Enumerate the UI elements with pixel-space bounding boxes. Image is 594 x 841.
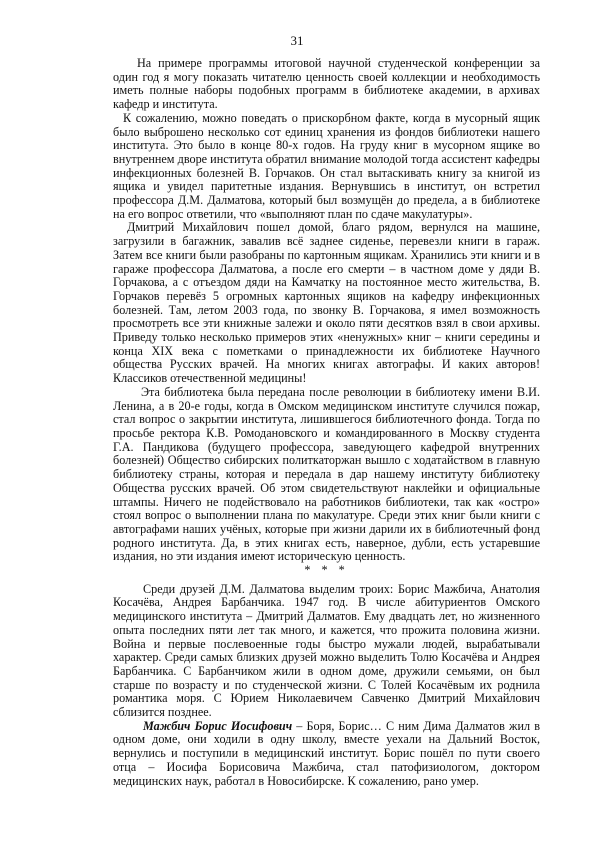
paragraph-library-history: Эта библиотека была передана после революции в библиотеку имени В.И. Ленина, а в 20-е годы, когда в Омском медицинском институте случился пожар, стал вопрос о закрытии института, лишившегося библиотечного фонда. Тогда по просьбе ректора К.В. Ромодановского и командированного в Москву студента Г.А. Пандикова (будущего профессора, заведующего кафедрой внутренних болезней) Общество сибирских политкаторжан вышло с ходатайством в главную библиотеку страны, которая и передала в дар нашему институту библиотеку Общества русских врачей. Об этом свидетельствуют наклейки и официальные штампы. Ничего не подействовало на работников библиотеки, так как «остро» стоял вопрос о выполнении плана по макулатуре. Среди этих книг были книги с автографами наших учёных, которые при жизни дарили их в библиотечный фонд родного института. Да, в этих книгах есть, наверное, дубли, есть устаревшие издания, но эти издания имеют историческую ценность. xyxy=(113,384,540,564)
paragraph-mazhbich xyxy=(113,720,540,789)
page-body xyxy=(113,57,540,788)
paragraph-friends: Среди друзей Д.М. Далматова выделим троих: Борис Мажбича, Анатолия Косачёва, Андрея Барбанчика. 1947 год. В числе абитуриентов Омского медицинского института – Дмитрий Далматов. Ему двадцать лет, но жизненного опыта последних пяти лет так много, и кажется, что прожита половина жизни. Война и первые послевоенные годы быстро мужали людей, вырабатывали характер. Среди самых близких друзей можно выделить Толю Косачёва и Андрея Барбанчика. С Барбанчиком жили в одном доме, дружили семьями, он был старше по возрасту и по студенческой жизни. С Толей Косачёвым их роднила романтика моря. С Юрием Николаевичем Савченко Дмитрий Михайлович сблизится позднее. xyxy=(113,581,540,720)
person-name: Мажбич Борис Иосифович xyxy=(143,718,293,733)
paragraph-books-rescued: Дмитрий Михайлович пошел домой, благо рядом, вернулся на машине, загрузили в багажник, завалив всё заднее сиденье, перевезли книги в гараж. Затем все книги были разобраны по картонным ящикам. Хранились эти книги и в гараже профессора Далматова, а после его смерти – в частном доме у дяди В. Горчакова, а с отъездом дяди на Камчатку на постоянное место жительства, В. Горчаков перевёз 5 огромных картонных ящиков на кафедру инфекционных болезней. Там, летом 2003 года, по звонку В. Горчакова, я имел возможность просмотреть все эти книжные залежи и около пяти десятков взял в свои архивы. Приведу только несколько примеров этих «ненужных» книг – книги середины и конца XIX века с пометками о принадлежности их библиотеке Научного общества Русских врачей. На многих книгах автографы. И каких авторов! Классиков отечественной медицины! xyxy=(113,220,540,386)
page-number: 31 xyxy=(290,33,304,48)
paragraph-mazhbich-text: – Боря, Борис… С ним Дима Далматов жил в одном доме, они ходили в одну школу, вместе уехали на Дальний Восток, вернулись и поступили в медицинский институт. Борис пошёл по пути своего отца – Иосифа Борисовича Мажбича, стал патофизиологом, доктором медицинских наук, работал в Новосибирске. К сожалению, рано умер. xyxy=(113,718,540,788)
section-separator: * * * xyxy=(304,563,349,578)
paragraph-library-disposal: К сожалению, можно поведать о прискорбном факте, когда в мусорный ящик было выброшено несколько сот единиц хранения из фондов библиотеки нашего института. Это было в конце 80-х годов. На груду книг в мусорном ящике во внутреннем дворе института обратил внимание молодой тогда ассистент кафедры инфекционных болезней В. Горчаков. Он стал вытаскивать книгу за книгой из ящика и увидел паритетные издания. Вернувшись в институт, он встретил профессора Д.М. Далматова, который был возмущён до предела, а в библиотеке на его вопрос ответили, что «выполняют план по сдаче макулатуры». xyxy=(113,110,540,221)
paragraph-conference-program: На примере программы итоговой научной студенческой конференции за один год я могу показать читателю ценность своей коллекции и необходимость иметь полные наборы подобных программ в библиотеке академии, в архивах кафедр и института. xyxy=(113,56,540,112)
